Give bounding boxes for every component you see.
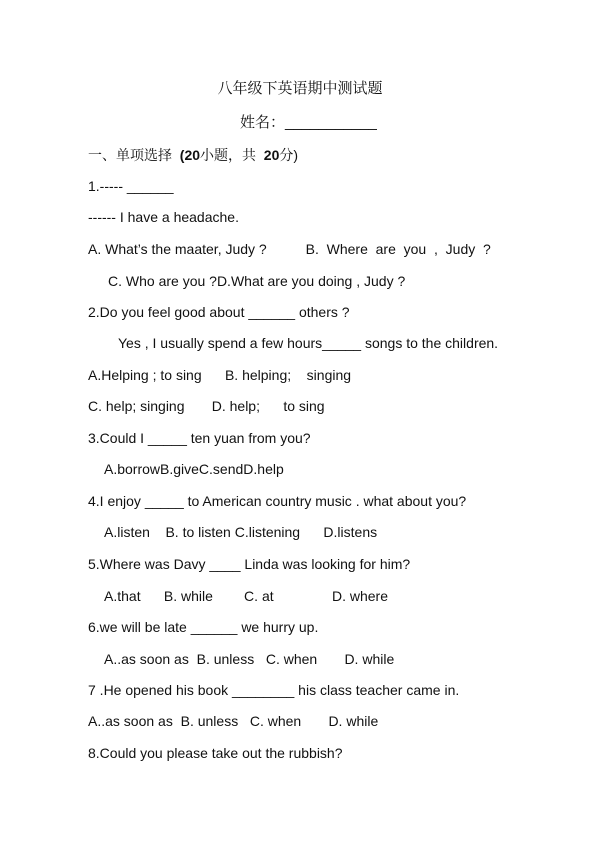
section-score-close: 分) (279, 147, 299, 163)
question-4: 4.I enjoy _____ to American country music . what about you? (88, 493, 467, 509)
page-title: 八年级下英语期中测试题 (217, 80, 383, 97)
question-8: 8.Could you please take out the rubbish? (88, 745, 343, 761)
question-7-options: A..as soon as B. unless C. when D. while (88, 713, 379, 729)
section-count-open: (20 (179, 147, 201, 163)
question-1-options-cd: C. Who are you ?D.What are you doing , Judy ? (108, 273, 406, 289)
question-3: 3.Could I _____ ten yuan from you? (88, 430, 311, 446)
question-7: 7 .He opened his book ________ his class teacher came in. (88, 682, 460, 698)
question-5-options: A.that B. while C. at D. where (104, 588, 388, 604)
question-1-options-ab: A. What’s the maater, Judy ? B. Where are you , Judy ? (88, 241, 491, 257)
section-count-mid: 小题，共 (200, 147, 257, 163)
question-1: 1.----- ______ (88, 178, 174, 194)
question-2-response: Yes , I usually spend a few hours_____ songs to the children. (118, 335, 499, 351)
question-1-response: ------ I have a headache. (88, 209, 239, 225)
section-score: 20 (263, 147, 280, 163)
question-3-options: A.borrowB.giveC.sendD.help (104, 461, 284, 477)
name-field (240, 114, 377, 132)
question-2-options-ab: A.Helping ; to sing B. helping; singing (88, 367, 352, 383)
question-2-options-cd: C. help; singing D. help; to sing (88, 398, 325, 414)
question-6-options: A..as soon as B. unless C. when D. while (104, 651, 395, 667)
question-2: 2.Do you feel good about ______ others ? (88, 304, 350, 320)
name-blank: ___________ (285, 114, 377, 131)
question-6: 6.we will be late ______ we hurry up. (88, 619, 319, 635)
name-label: 姓名： (240, 114, 286, 131)
section-heading (88, 146, 298, 164)
question-5: 5.Where was Davy ____ Linda was looking for him? (88, 556, 411, 572)
section-prefix: 一、单项选择 (88, 147, 172, 163)
question-4-options: A.listen B. to listen C.listening D.listens (104, 524, 378, 540)
